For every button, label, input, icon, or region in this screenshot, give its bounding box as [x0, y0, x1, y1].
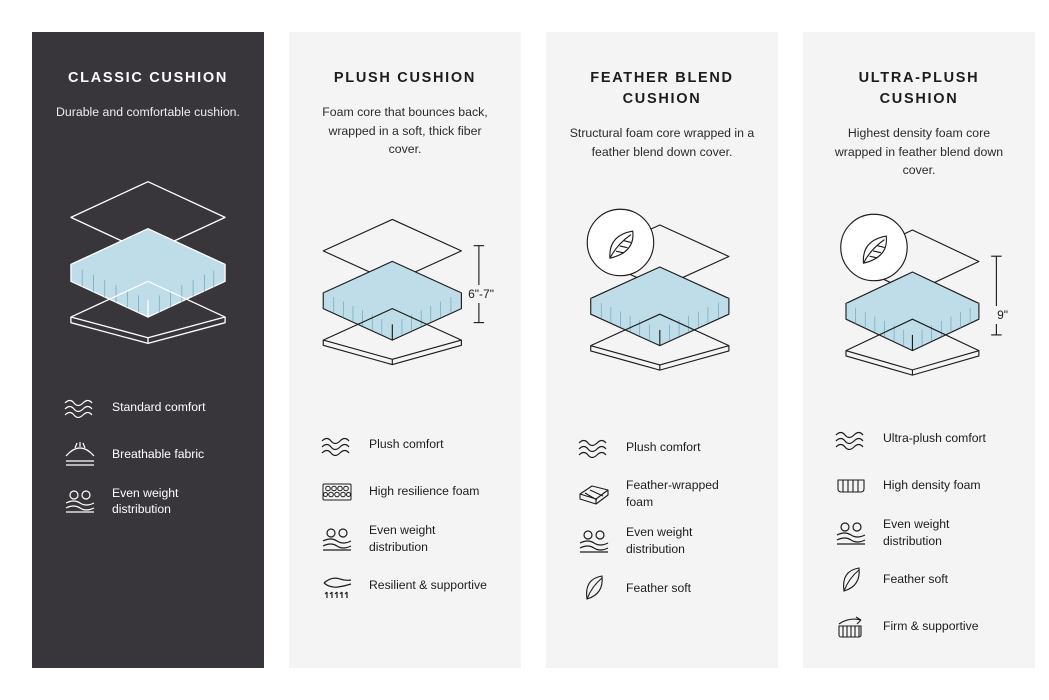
feature-label: Resilient & supportive: [369, 578, 487, 593]
wave-lines-icon: [574, 430, 614, 464]
wave-lines-icon: [317, 428, 357, 462]
feature-list: [568, 423, 756, 611]
feature-item: [317, 515, 499, 562]
card-description: Highest density foam core wrapped in feather blend down cover.: [834, 126, 1004, 178]
feature-item: [60, 384, 242, 431]
cushion-diagram-feather-blend: [568, 169, 756, 419]
card-plush-cushion[interactable]: [289, 32, 521, 668]
card-title: ULTRA-PLUSH CUSHION: [858, 70, 980, 108]
foam-block-icon: [574, 477, 614, 511]
feature-label: Standard comfort: [112, 399, 206, 414]
even-weight-icon: [317, 522, 357, 556]
feature-label: Firm & supportive: [883, 619, 979, 634]
even-weight-icon: [574, 524, 614, 558]
feature-label: Even weight distribution: [112, 485, 179, 517]
card-description: Structural foam core wrapped in a feather blend down cover.: [569, 126, 755, 159]
feature-item: [831, 462, 1013, 509]
height-label: 9": [994, 306, 1011, 324]
feature-item: [831, 509, 1013, 556]
firm-support-icon: [831, 610, 871, 644]
even-weight-icon: [60, 484, 100, 518]
breathable-fabric-icon: [60, 437, 100, 471]
card-feather-blend-cushion[interactable]: [546, 32, 778, 668]
wave-lines-icon: [831, 422, 871, 456]
feature-item: [60, 478, 242, 525]
feather-icon: [831, 563, 871, 597]
feature-item: [831, 415, 1013, 462]
feature-label: Even weight distribution: [626, 525, 693, 556]
even-weight-icon: [831, 516, 871, 550]
feature-item: [60, 431, 242, 478]
feature-list: [311, 421, 499, 609]
wave-lines-icon: [60, 390, 100, 424]
card-title: FEATHER BLEND CUSHION: [590, 70, 734, 108]
feature-item: [831, 603, 1013, 650]
feature-item: [317, 468, 499, 515]
feature-label: Plush comfort: [626, 439, 701, 454]
density-foam-icon: [831, 469, 871, 503]
feature-list: [54, 384, 242, 525]
card-title: CLASSIC CUSHION: [67, 70, 229, 86]
support-hand-icon: [317, 569, 357, 603]
feature-label: Plush comfort: [369, 437, 444, 452]
card-title: PLUSH CUSHION: [333, 70, 477, 86]
feature-label: Breathable fabric: [112, 446, 205, 461]
cushion-diagram-classic: [54, 130, 242, 380]
feature-item: [574, 470, 756, 517]
feature-item: [574, 423, 756, 470]
feature-label: Even weight distribution: [369, 523, 436, 554]
feature-label: Feather soft: [626, 580, 692, 595]
card-description: Foam core that bounces back, wrapped in a soft, thick fiber cover.: [322, 105, 488, 157]
feature-label: Ultra-plush comfort: [883, 431, 986, 446]
feature-item: [574, 564, 756, 611]
feature-label: Even weight distribution: [883, 517, 950, 548]
feature-item: [574, 517, 756, 564]
feature-label: High density foam: [883, 478, 981, 493]
feature-item: [317, 562, 499, 609]
height-label: 6"-7": [465, 285, 497, 303]
cushion-diagram-ultra-plush: [825, 188, 1013, 411]
card-ultra-plush-cushion[interactable]: [803, 32, 1035, 668]
feature-label: High resilience foam: [369, 484, 480, 499]
feature-label: Feather-wrapped foam: [626, 478, 719, 509]
card-description: Durable and comfortable cushion.: [56, 105, 240, 120]
feature-list: [825, 415, 1013, 650]
honeycomb-foam-icon: [317, 475, 357, 509]
feather-icon: [574, 571, 614, 605]
card-classic-cushion[interactable]: [32, 32, 264, 668]
feature-item: [317, 421, 499, 468]
cushion-diagram-plush: [311, 167, 499, 417]
feature-label: Feather soft: [883, 572, 949, 587]
feature-item: [831, 556, 1013, 603]
